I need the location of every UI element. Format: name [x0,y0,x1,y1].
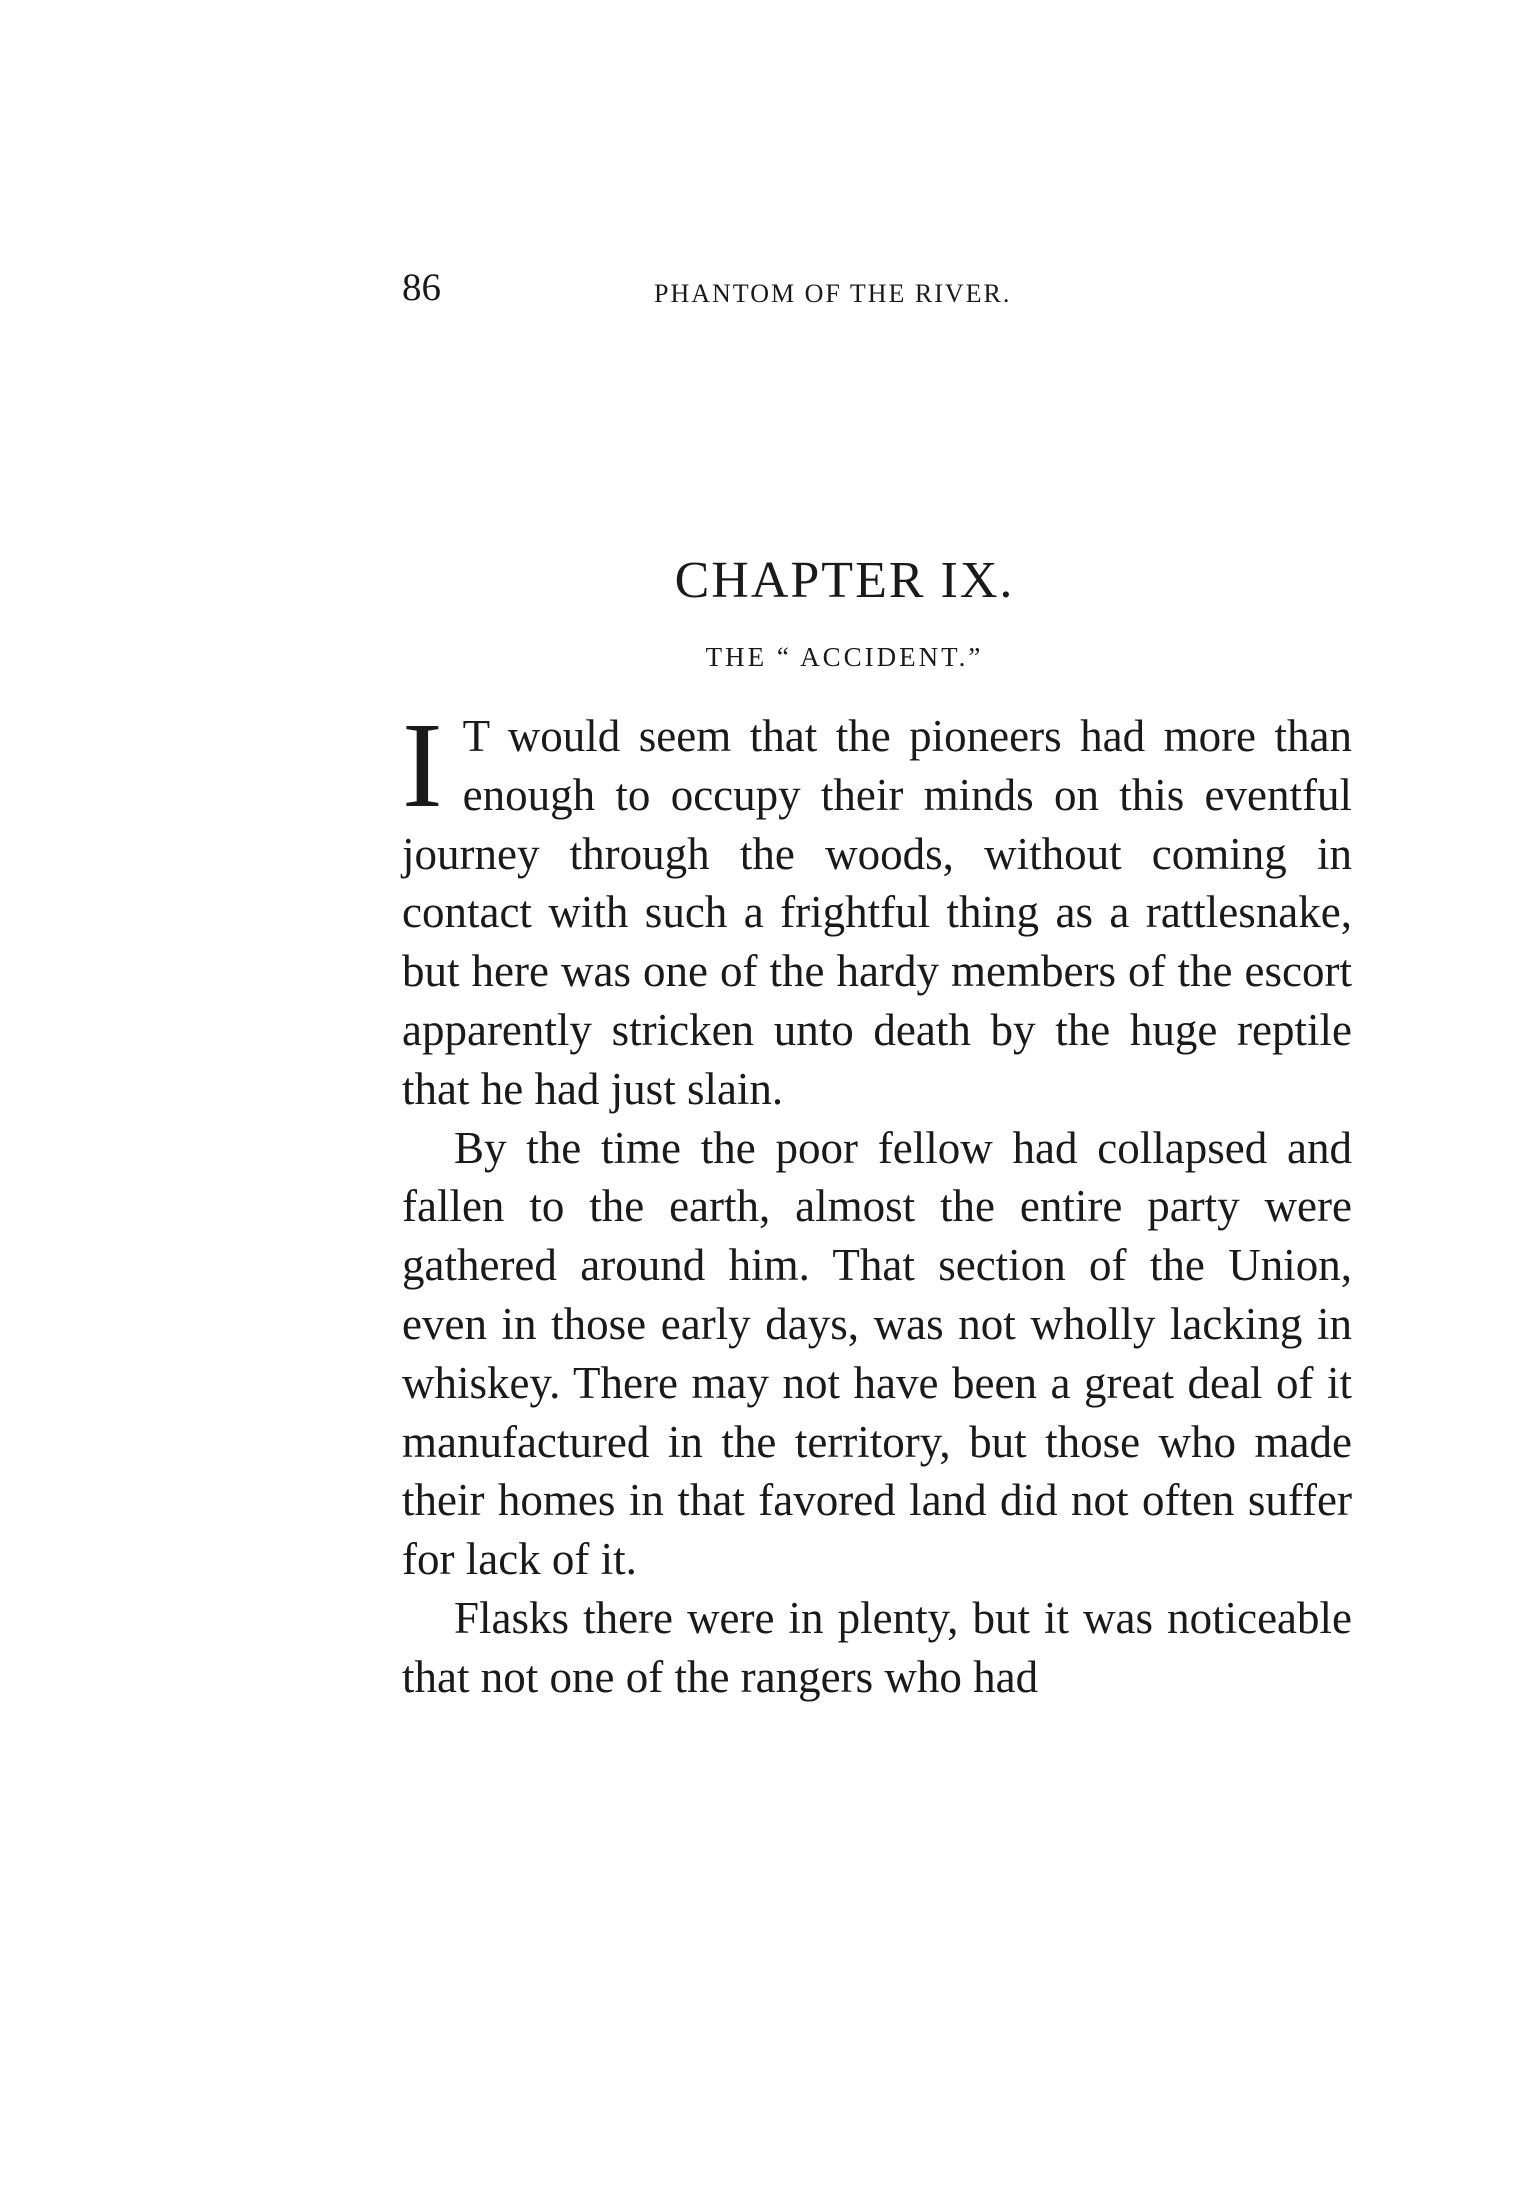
drop-cap: I [402,698,443,833]
paragraph-1 [402,698,1352,1119]
paragraph-2: By the time the poor fellow had collapsed and fallen to the earth, almost the entire party were gathered around him. That section of the Union, even in those early days, was not wholly lacking in whiskey. There may not have been a great deal of it manufactured in the territory, but those who made their homes in that favored land did not often suffer for lack of it. [402,1122,1352,1585]
paragraph-1-text: T would seem that the pioneers had more than enough to occupy their minds on this eventful journey through the woods, without coming in contact with such a frightful thing as a rattlesnake, but here was one of the hardy members of the escort apparently stricken unto death by the huge reptile that he had just slain. [402,711,1352,1114]
chapter-subtitle: THE “ ACCIDENT.” [705,642,984,672]
paragraph-3: Flasks there were in plenty, but it was noticeable that not one of the rangers who had [402,1592,1352,1702]
page-number: 86 [402,266,441,309]
running-head: PHANTOM OF THE RIVER. [654,279,1012,308]
chapter-title: CHAPTER IX. [674,552,1015,609]
body-text [402,698,1352,1707]
